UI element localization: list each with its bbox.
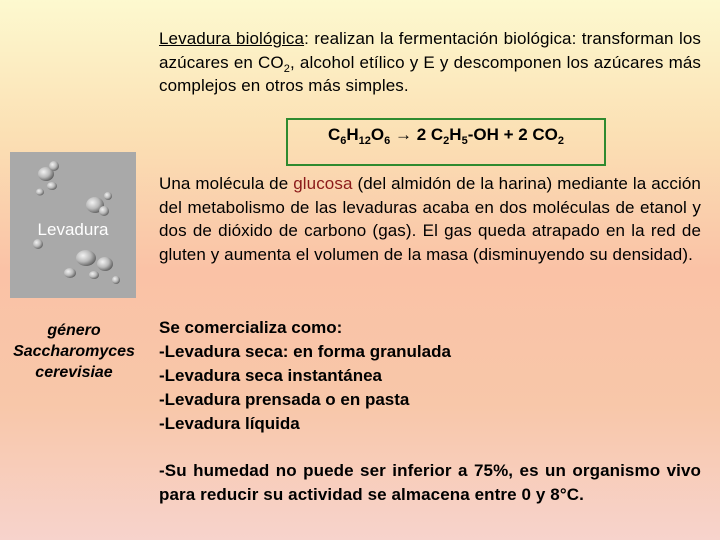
eq-o-sub: 6 bbox=[384, 135, 391, 147]
list-heading: Se comercializa como: bbox=[159, 318, 343, 337]
glucose-text-before: Una molécula de bbox=[159, 174, 294, 193]
eq-rest: -OH + 2 CO bbox=[467, 125, 558, 144]
list-item: -Levadura seca instantánea bbox=[159, 366, 382, 385]
micrograph-label: Levadura bbox=[37, 220, 109, 239]
eq-o: O bbox=[370, 125, 385, 144]
intro-text: : realizan la fermentación biológica: transforman los azúcares en CO bbox=[159, 29, 701, 72]
intro-co2-subscript: 2 bbox=[283, 62, 290, 75]
intro-paragraph bbox=[159, 27, 701, 98]
eq-c2-sub: 2 bbox=[443, 135, 450, 147]
eq-h2-sub: 5 bbox=[461, 135, 468, 147]
eq-h: H bbox=[346, 125, 359, 144]
eq-h-sub: 12 bbox=[358, 135, 371, 147]
eq-c: C bbox=[327, 125, 341, 144]
glucose-highlight: glucosa bbox=[293, 174, 353, 193]
species-line-2: Saccharomyces bbox=[13, 343, 135, 360]
humidity-paragraph: -Su humedad no puede ser inferior a 75%, es un organismo vivo para reducir su actividad se almacena entre 0 y 8°C. bbox=[159, 461, 701, 504]
eq-arrow: → 2 C bbox=[390, 125, 444, 144]
species-line-1: género bbox=[47, 322, 101, 339]
glucose-paragraph bbox=[159, 172, 701, 266]
intro-text-after: , alcohol etílico y E y descomponen los azúcares más complejos en otros más simples. bbox=[159, 52, 701, 95]
list-item: -Levadura prensada o en pasta bbox=[159, 390, 410, 409]
species-name bbox=[0, 320, 148, 383]
fermentation-equation bbox=[286, 118, 606, 166]
eq-co2-sub: 2 bbox=[557, 135, 565, 147]
eq-c-sub: 6 bbox=[340, 135, 347, 147]
commercial-forms-list bbox=[159, 316, 451, 436]
yeast-micrograph bbox=[10, 152, 136, 298]
list-item: -Levadura seca: en forma granulada bbox=[159, 342, 451, 361]
glucose-text-after: (del almidón de la harina) mediante la acción del metabolismo de las levaduras acaba en dos moléculas de etanol y dos de dióxido de carbono (gas). El gas queda atrapado en la red de gluten y aumenta el volumen de la masa (disminuyendo su densidad). bbox=[159, 174, 701, 264]
eq-h2: H bbox=[449, 125, 462, 144]
intro-title: Levadura biológica bbox=[159, 29, 305, 48]
species-line-3: cerevisiae bbox=[35, 364, 113, 381]
list-item: -Levadura líquida bbox=[159, 414, 300, 433]
